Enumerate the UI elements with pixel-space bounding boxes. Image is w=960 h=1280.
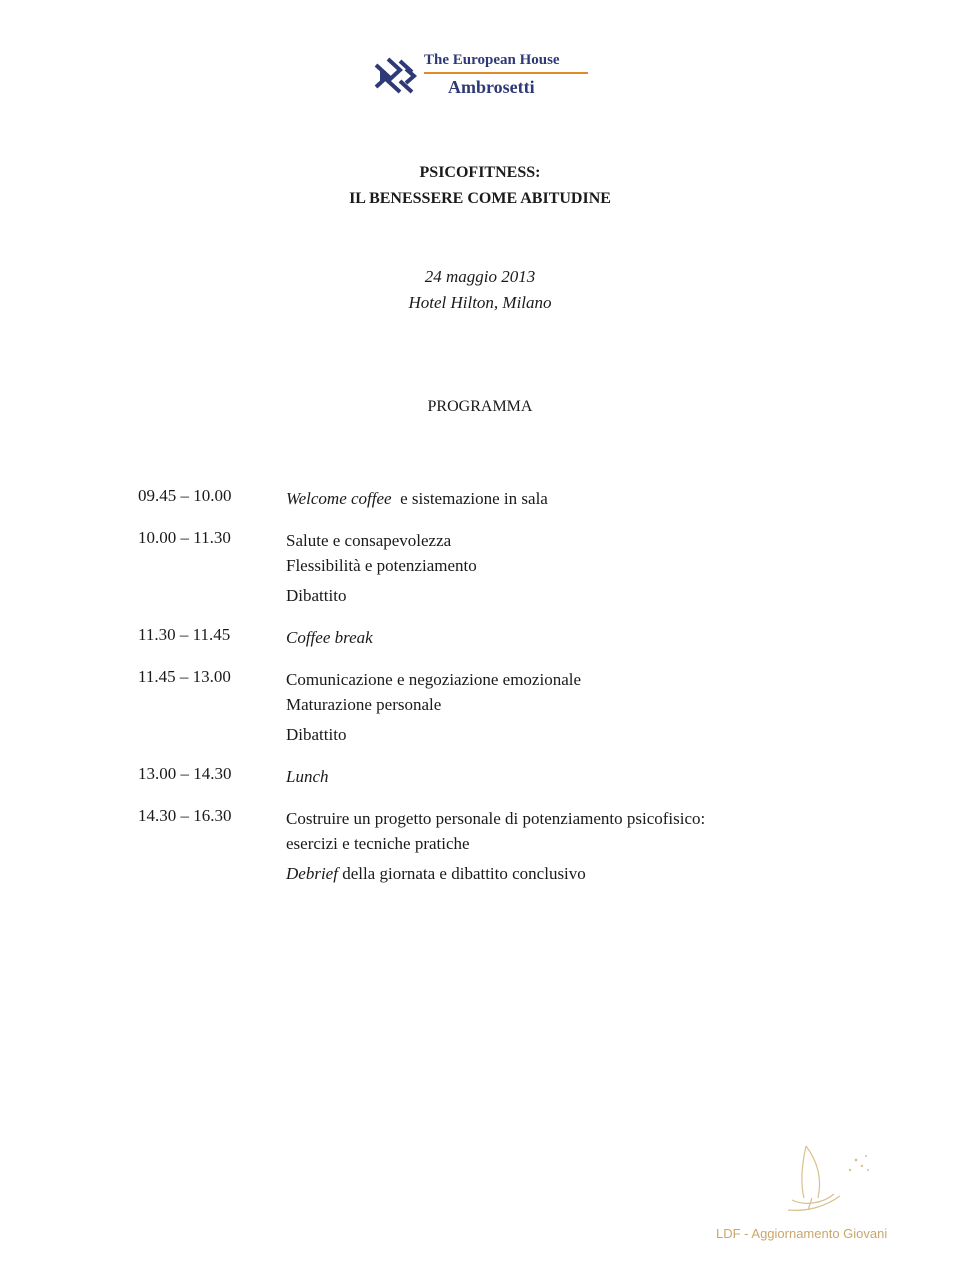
schedule-item: Costruire un progetto personale di potenziamento psicofisico:: [286, 809, 706, 828]
ambrosetti-logo-icon: [372, 55, 418, 97]
programma-heading: PROGRAMMA: [427, 398, 533, 415]
schedule-time: 14.30 – 16.30: [138, 806, 232, 825]
schedule-item-italic: Welcome coffee: [286, 489, 392, 508]
logo-text-line2: Ambrosetti: [448, 77, 535, 97]
schedule-item-text: della giornata e dibattito conclusivo: [337, 864, 586, 883]
schedule-item: esercizi e tecniche pratiche: [286, 834, 470, 853]
schedule-item: Coffee break: [286, 628, 373, 647]
schedule-table: [138, 486, 818, 903]
organization-logo: [372, 50, 602, 100]
schedule-row: [138, 528, 818, 608]
title-line-1: PSICOFITNESS:: [419, 164, 541, 181]
schedule-row: [138, 667, 818, 747]
schedule-time: 13.00 – 14.30: [138, 764, 232, 783]
schedule-row: [138, 486, 818, 511]
sailboat-icon: [778, 1140, 878, 1218]
schedule-item: Salute e consapevolezza: [286, 531, 452, 550]
document-title: [0, 160, 960, 212]
schedule-item: [286, 486, 818, 511]
schedule-time: 10.00 – 11.30: [138, 528, 231, 547]
schedule-item: Flessibilità e potenziamento: [286, 556, 477, 575]
event-date: 24 maggio 2013: [424, 267, 536, 286]
schedule-time: 11.45 – 13.00: [138, 667, 231, 686]
schedule-time: 09.45 – 10.00: [138, 486, 232, 505]
logo-text-line1: The European House: [424, 52, 560, 68]
schedule-item: Comunicazione e negoziazione emozionale: [286, 670, 582, 689]
schedule-row: [138, 806, 818, 886]
footer-watermark: [716, 1140, 916, 1260]
schedule-row: [138, 625, 818, 650]
schedule-item: Dibattito: [286, 725, 347, 744]
schedule-row: [138, 764, 818, 789]
schedule-item: [286, 861, 818, 886]
schedule-item: Dibattito: [286, 586, 347, 605]
schedule-time: 11.30 – 11.45: [138, 625, 231, 644]
event-location: Hotel Hilton, Milano: [408, 293, 552, 312]
title-line-2: IL BENESSERE COME ABITUDINE: [349, 190, 611, 207]
schedule-item: Maturazione personale: [286, 695, 442, 714]
logo-divider: [424, 72, 588, 74]
event-info: [0, 264, 960, 316]
watermark-text: LDF - Aggiornamento Giovani: [716, 1226, 888, 1241]
schedule-item-italic: Debrief: [286, 864, 338, 883]
schedule-item: Lunch: [286, 767, 329, 786]
schedule-item-text: e sistemazione in sala: [391, 489, 548, 508]
